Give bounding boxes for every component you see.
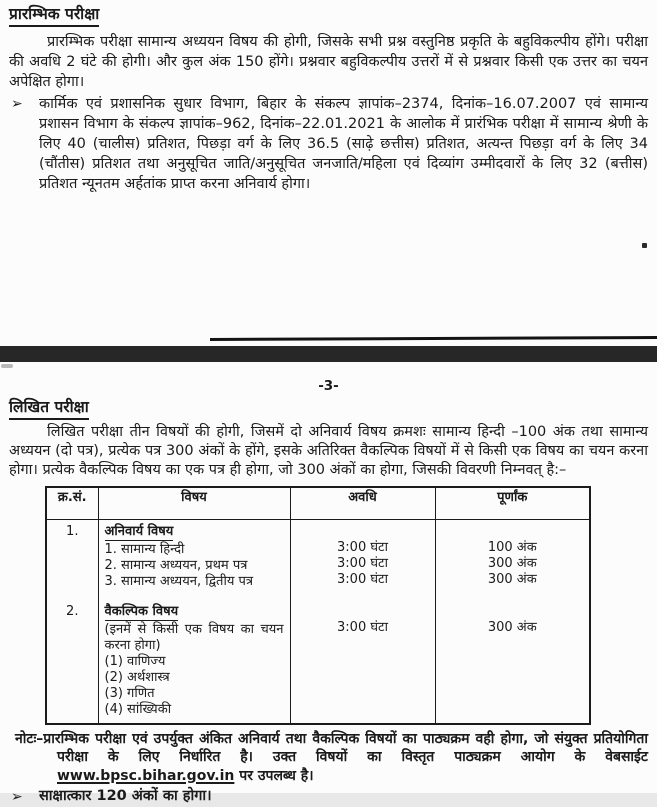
table-header-row	[46, 487, 590, 519]
spacer	[297, 524, 429, 540]
optional-subject-item: (1) वाणिज्य	[104, 653, 166, 669]
written-exam-section	[0, 378, 657, 807]
marks-value: 300 अंक	[487, 555, 537, 571]
duration-value: 3:00 घंटा	[337, 619, 388, 635]
marks-cell-mandatory	[435, 519, 590, 602]
subject-cell-optional	[98, 602, 290, 724]
prelim-exam-paragraph: प्रारम्भिक परीक्षा सामान्य अध्ययन विषय की होगी, जिसके सभी प्रश्न वस्तुनिष्ठ प्रकृति के बहुविकल्पीय होंगे। परीक्षा की अवधि 2 घंटे की होगी। और कुल अंक 150 होंगे। प्रश्नवार बहुविकल्पीय उत्तरों में से प्रश्नवार किसी एक उत्तर का चयन अपेक्षित होगा।	[9, 34, 648, 91]
serial-cell-1: 1.	[46, 519, 98, 602]
optional-subject-item: (3) गणित	[104, 685, 155, 701]
col-header-serial: क्र.सं.	[46, 487, 98, 519]
arrow-bullet-icon: ➢	[11, 96, 23, 113]
marks-value: 300 अंक	[487, 619, 537, 635]
table-body	[46, 519, 590, 724]
mandatory-heading-line	[105, 524, 284, 542]
page-number: -3-	[318, 378, 339, 394]
scan-artifact-dot	[642, 243, 647, 248]
prelim-exam-heading: प्रारम्भिक परीक्षा	[9, 5, 99, 27]
resolution-bullet-item	[9, 94, 648, 194]
note-text-after: पर उपलब्ध है।	[234, 767, 314, 784]
spacer	[442, 524, 584, 540]
optional-subject-item: (4) सांख्यिकी	[104, 701, 172, 717]
optional-heading-line	[105, 604, 284, 622]
subject-item: 2. सामान्य अध्ययन, प्रथम पत्र	[104, 557, 248, 573]
interview-text: साक्षात्कार 120 अंकों का होगा।	[39, 788, 212, 805]
duration-value: 3:00 घंटा	[337, 571, 388, 587]
col-header-marks: पूर्णांक	[435, 487, 590, 519]
optional-subject-note: (इनमें से किसी एक विषय का चयन करना होगा)	[104, 621, 284, 653]
duration-cell-mandatory	[290, 519, 435, 602]
optional-subjects-heading: वैकल्पिक विषय	[104, 603, 179, 619]
mandatory-subjects-heading: अनिवार्य विषय	[104, 523, 174, 539]
arrow-bullet-icon: ➢	[11, 789, 23, 806]
note-text: प्रारम्भिक परीक्षा एवं उपर्युक्त अंकित अनिवार्य तथा वैकल्पिक विषयों का पाठ्यक्रम वही होगा, जो संयुक्त प्रतियोगिता परीक्षा के लिए निर्धारित है। उक्त विषयों का विस्तृत पाठ्यक्रम आयोग के वेबसाईट	[43, 730, 648, 766]
interview-bullet-item	[9, 787, 648, 807]
marks-value: 100 अंक	[487, 539, 537, 555]
written-exam-paragraph: लिखित परीक्षा तीन विषयों की होगी, जिसमें दो अनिवार्य विषय क्रमशः सामान्य हिन्दी –100 अंक तथा सामान्य अध्ययन (दो पत्र), प्रत्येक पत्र 300 अंकों के होंगे, इसके अतिरिक्त वैकल्पिक विषयों में से किसी एक विषय का चयन करना होगा। प्रत्येक वैकल्पिक विषय का एक पत्र ही होगा, जो 300 अंकों का होगा, जिसकी विवरणी निम्नवत् है:–	[9, 424, 648, 479]
bpsc-website-url: www.bpsc.bihar.gov.in	[57, 767, 235, 784]
duration-cell-optional	[290, 602, 435, 724]
col-header-subject: विषय	[98, 487, 290, 519]
marks-value: 300 अंक	[487, 571, 537, 587]
col-header-duration: अवधि	[290, 487, 435, 519]
exam-structure-table	[45, 486, 591, 725]
syllabus-note	[9, 730, 648, 786]
table-head	[46, 487, 590, 519]
marks-cell-optional	[435, 602, 590, 724]
spacer	[442, 604, 584, 620]
scan-artifact-band	[0, 346, 657, 362]
duration-value: 3:00 घंटा	[337, 539, 388, 555]
prelim-exam-section	[0, 0, 657, 194]
table-row-mandatory	[46, 519, 590, 602]
scan-artifact-line	[210, 336, 657, 340]
serial-cell-2: 2.	[46, 602, 98, 724]
resolution-bullet-text: कार्मिक एवं प्रशासनिक सुधार विभाग, बिहार के संकल्प ज्ञापांक–2374, दिनांक–16.07.2007 एवं सामान्य प्रशासन विभाग के संकल्प ज्ञापांक–962, दिनांक–22.01.2021 के आलोक में प्रारंभिक परीक्षा में सामान्य श्रेणी के लिए 40 (चालीस) प्रतिशत, पिछड़ा वर्ग के लिए 36.5 (साढ़े छत्तीस) प्रतिशत, अत्यन्त पिछड़ा वर्ग के लिए 34 (चौंतीस) प्रतिशत तथा अनुसूचित जाति/अनुसूचित जनजाति/महिला एवं दिव्यांग उम्मीदवारों के लिए 32 (बत्तीस) प्रतिशत न्यूनतम अर्हतांक प्राप्त करना अनिवार्य होगा।	[39, 96, 648, 193]
table-row-optional	[46, 602, 590, 724]
spacer	[297, 604, 429, 620]
written-exam-heading: लिखित परीक्षा	[9, 398, 89, 420]
subject-item: 1. सामान्य हिन्दी	[104, 541, 185, 557]
scan-artifact-smudge	[1, 364, 13, 368]
subject-cell-mandatory	[98, 519, 290, 602]
duration-value: 3:00 घंटा	[337, 555, 388, 571]
note-label: नोटः–	[15, 730, 44, 747]
optional-subject-item: (2) अर्थशास्त्र	[104, 669, 170, 685]
subject-item: 3. सामान्य अध्ययन, द्वितीय पत्र	[104, 573, 254, 589]
